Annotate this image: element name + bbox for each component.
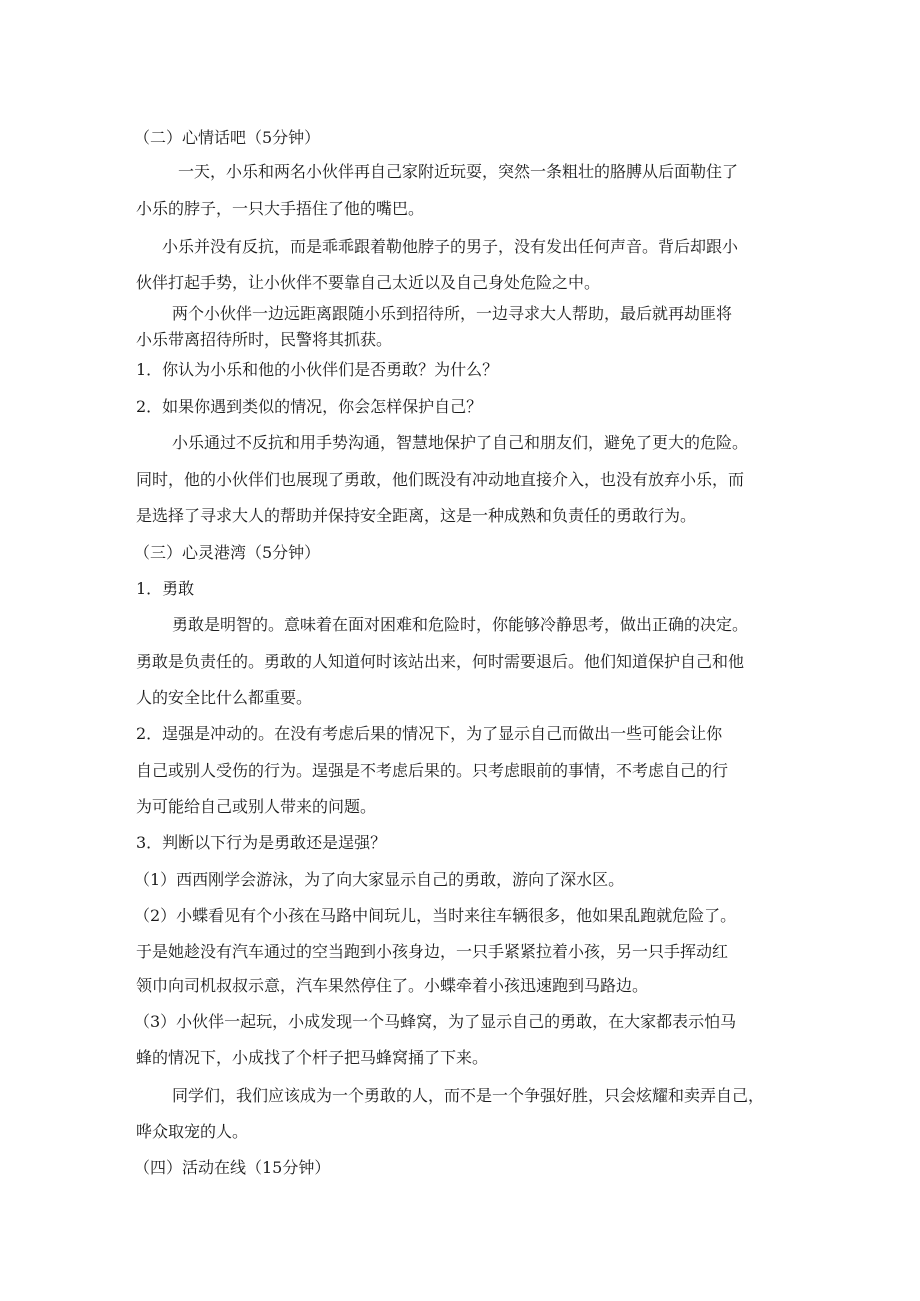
question-2: 2．如果你遇到类似的情况，你会怎样保护自己？ bbox=[136, 397, 483, 416]
section-heading-4: （四）活动在线（15分钟） bbox=[134, 1158, 331, 1177]
case-1: （1）西西刚学会游泳，为了向大家显示自己的勇敢，游向了深水区。 bbox=[134, 870, 625, 889]
story-paragraph-1-line-1: 一天，小乐和两名小伙伴再自己家附近玩耍，突然一条粗壮的胳膊从后面勒住了 bbox=[178, 162, 739, 181]
story-paragraph-3-line-2: 小乐带离招待所时，民警将其抓获。 bbox=[136, 330, 393, 349]
brave-line-2: 勇敢是负责任的。勇敢的人知道何时该站出来，何时需要退后。他们知道保护自己和他 bbox=[136, 652, 745, 671]
story-paragraph-3-line-1: 两个小伙伴一边远距离跟随小乐到招待所，一边寻求大人帮助，最后就再劫匪将 bbox=[172, 304, 733, 323]
item-1-brave: 1．勇敢 bbox=[136, 579, 195, 598]
item-3: 3．判断以下行为是勇敢还是逞强？ bbox=[136, 833, 387, 852]
question-1: 1．你认为小乐和他的小伙伴们是否勇敢？为什么？ bbox=[136, 360, 499, 379]
story-paragraph-2-line-2: 伙伴打起手势，让小伙伴不要靠自己太近以及自己身处危险之中。 bbox=[136, 273, 601, 292]
answer-line-3: 是选择了寻求大人的帮助并保持安全距离，这是一种成熟和负责任的勇敢行为。 bbox=[136, 506, 697, 525]
case-3-line-2: 蜂的情况下，小成找了个杆子把马蜂窝捅了下来。 bbox=[136, 1048, 489, 1067]
case-2-line-1: （2）小蝶看见有个小孩在马路中间玩儿，当时来往车辆很多，他如果乱跑就危险了。 bbox=[134, 906, 737, 925]
summary-line-2: 哗众取宠的人。 bbox=[136, 1122, 249, 1141]
brave-line-1: 勇敢是明智的。意味着在面对困难和危险时，你能够冷静思考，做出正确的决定。 bbox=[172, 615, 749, 634]
summary-line-1: 同学们，我们应该成为一个勇敢的人，而不是一个争强好胜，只会炫耀和卖弄自己， bbox=[172, 1086, 765, 1105]
item-2-line-3: 为可能给自己或别人带来的问题。 bbox=[136, 797, 377, 816]
answer-line-1: 小乐通过不反抗和用手势沟通，智慧地保护了自己和朋友们，避免了更大的危险。 bbox=[172, 433, 749, 452]
case-2-line-2: 于是她趁没有汽车通过的空当跑到小孩身边，一只手紧紧拉着小孩，另一只手挥动红 bbox=[136, 942, 729, 961]
case-2-line-3: 领巾向司机叔叔示意，汽车果然停住了。小蝶牵着小孩迅速跑到马路边。 bbox=[136, 976, 649, 995]
case-3-line-1: （3）小伙伴一起玩，小成发现一个马蜂窝，为了显示自己的勇敢，在大家都表示怕马 bbox=[134, 1012, 737, 1031]
story-paragraph-1-line-2: 小乐的脖子，一只大手捂住了他的嘴巴。 bbox=[136, 199, 425, 218]
answer-line-2: 同时，他的小伙伴们也展现了勇敢，他们既没有冲动地直接介入，也没有放弃小乐，而 bbox=[136, 470, 745, 489]
section-heading-2: （二）心情话吧（5分钟） bbox=[134, 128, 321, 147]
item-2-line-2: 自己或别人受伤的行为。逞强是不考虑后果的。只考虑眼前的事情，不考虑自己的行 bbox=[136, 761, 729, 780]
section-heading-3: （三）心灵港湾（5分钟） bbox=[134, 543, 321, 562]
story-paragraph-2-line-1: 小乐并没有反抗，而是乖乖跟着勒他脖子的男子，没有发出任何声音。背后却跟小 bbox=[162, 237, 739, 256]
brave-line-3: 人的安全比什么都重要。 bbox=[136, 688, 313, 707]
item-2-line-1: 2．逞强是冲动的。在没有考虑后果的情况下，为了显示自己而做出一些可能会让你 bbox=[136, 724, 723, 743]
